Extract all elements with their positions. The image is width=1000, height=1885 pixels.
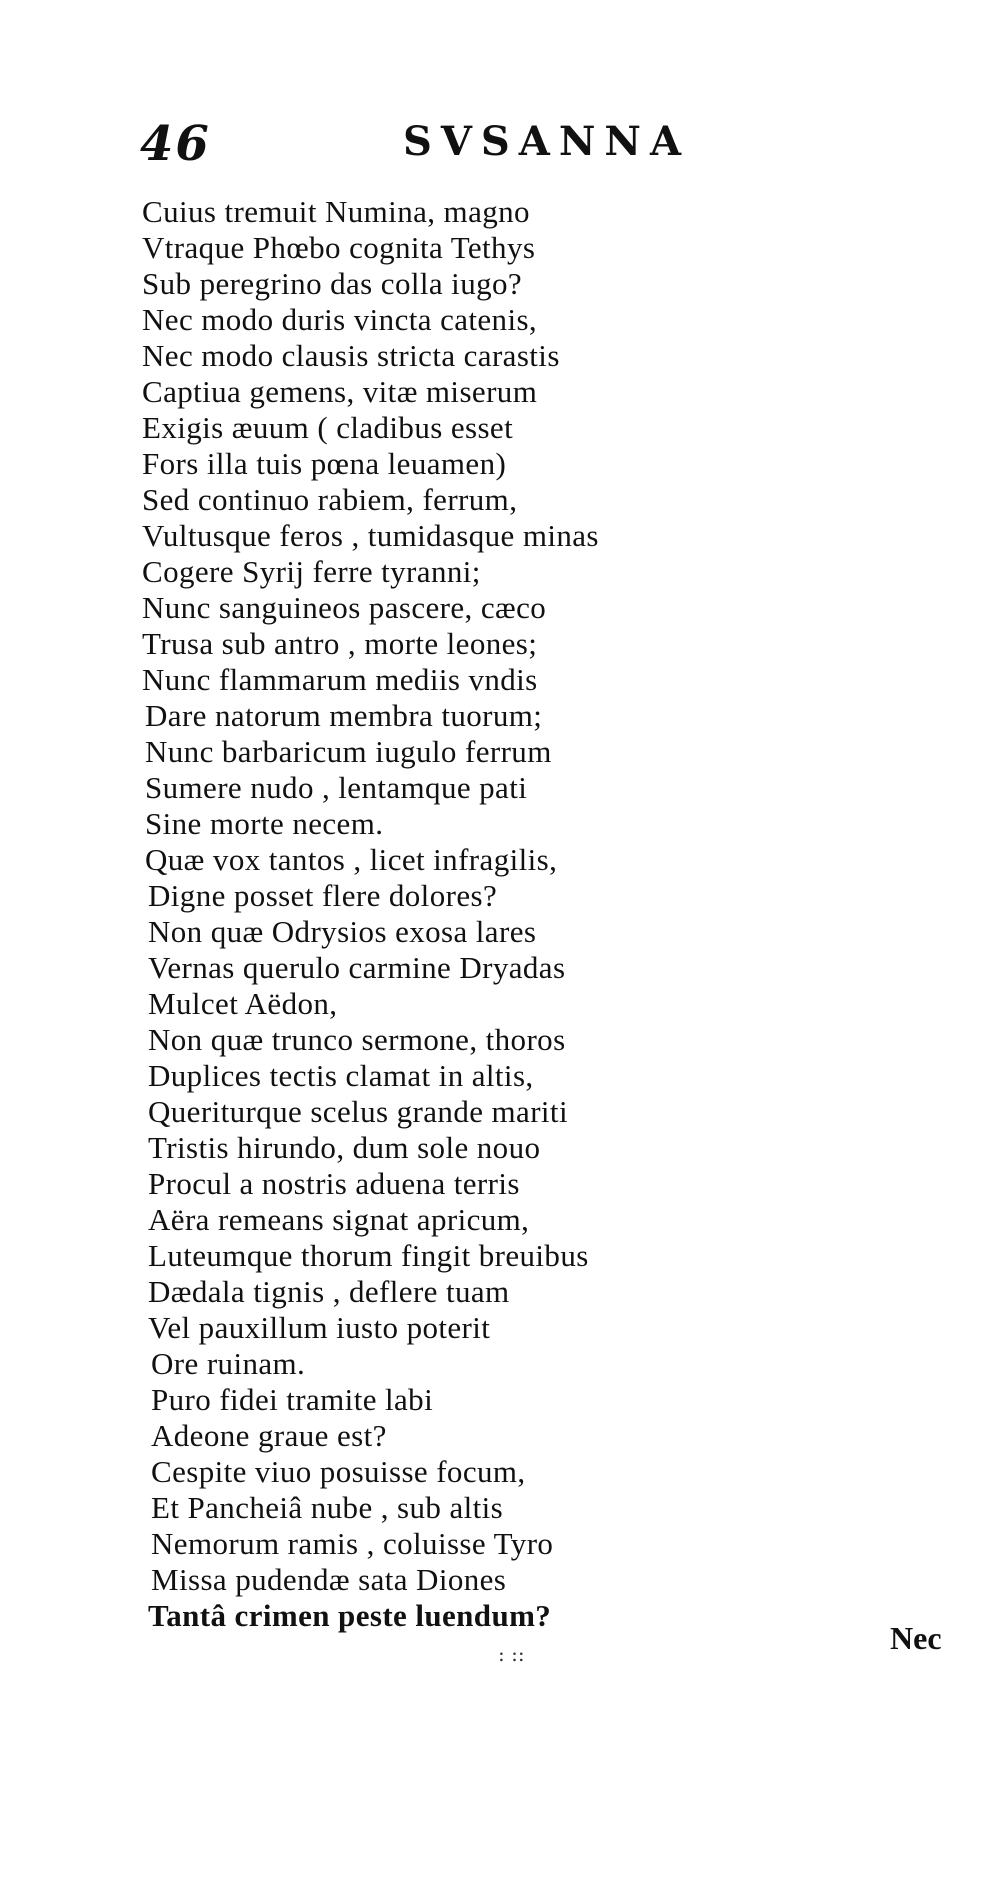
verse-line: Dædala tignis , deflere tuam bbox=[148, 1274, 510, 1309]
verse-line: Sine morte necem. bbox=[145, 806, 384, 841]
verse-line: Vernas querulo carmine Dryadas bbox=[148, 950, 566, 985]
verse-line: Sub peregrino das colla iugo? bbox=[142, 266, 523, 301]
verse-line: Quæ vox tantos , licet infragilis, bbox=[145, 842, 558, 877]
running-head: SVSANNA bbox=[403, 118, 691, 165]
verse-line: Vel pauxillum iusto poterit bbox=[148, 1310, 491, 1345]
verse-line: Exigis æuum ( cladibus esset bbox=[142, 410, 514, 445]
verse-line: Duplices tectis clamat in altis, bbox=[148, 1058, 534, 1093]
verse-line: Dare natorum membra tuorum; bbox=[145, 698, 543, 733]
verse-line: Trusa sub antro , morte leones; bbox=[142, 626, 538, 661]
verse-line: Non quæ trunco sermone, thoros bbox=[148, 1022, 566, 1057]
verse-line: Tantâ crimen peste luendum? bbox=[148, 1598, 552, 1633]
verse-line: Captiua gemens, vitæ miserum bbox=[142, 374, 538, 409]
verse-line: Digne posset flere dolores? bbox=[148, 878, 498, 913]
verse-line: Tristis hirundo, dum sole nouo bbox=[148, 1130, 541, 1165]
verse-line: Cespite viuo posuisse focum, bbox=[151, 1454, 526, 1489]
verse-line: Cogere Syrij ferre tyranni; bbox=[142, 554, 481, 589]
verse-line: Luteumque thorum fingit breuibus bbox=[148, 1238, 589, 1273]
verse-line: Vtraque Phœbo cognita Tethys bbox=[142, 230, 536, 265]
verse-line: Adeone graue est? bbox=[151, 1418, 387, 1453]
verse-line: Queriturque scelus grande mariti bbox=[148, 1094, 568, 1129]
verse-line: Mulcet Aëdon, bbox=[148, 986, 338, 1021]
verse-line: Et Pancheiâ nube , sub altis bbox=[151, 1490, 504, 1525]
verse-line: Fors illa tuis pœna leuamen) bbox=[142, 446, 507, 481]
verse-line: Procul a nostris aduena terris bbox=[148, 1166, 520, 1201]
verse-line: Nec modo clausis stricta carastis bbox=[142, 338, 560, 373]
verse-line: Nunc barbaricum iugulo ferrum bbox=[145, 734, 552, 769]
verse-line: Ore ruinam. bbox=[151, 1346, 306, 1381]
verse-line: Cuius tremuit Numina, magno bbox=[142, 194, 530, 229]
verse-line: Sumere nudo , lentamque pati bbox=[145, 770, 528, 805]
verse-line: Puro fidei tramite labi bbox=[151, 1382, 434, 1417]
signature-mark: : :: bbox=[498, 1642, 525, 1666]
catchword: Nec bbox=[890, 1620, 942, 1656]
verse-line: Aëra remeans signat apricum, bbox=[148, 1202, 530, 1237]
verse-line: Non quæ Odrysios exosa lares bbox=[148, 914, 537, 949]
verse-line: Nemorum ramis , coluisse Tyro bbox=[151, 1526, 554, 1561]
verse-line: Nec modo duris vincta catenis, bbox=[142, 302, 538, 337]
page-number: 46 bbox=[140, 116, 211, 172]
verse-line: Nunc flammarum mediis vndis bbox=[142, 662, 538, 697]
verse-line: Vultusque feros , tumidasque minas bbox=[142, 518, 599, 553]
verse-line: Missa pudendæ sata Diones bbox=[151, 1562, 507, 1597]
verse-line: Sed continuo rabiem, ferrum, bbox=[142, 482, 518, 517]
verse-block bbox=[142, 194, 762, 1634]
verse-line: Nunc sanguineos pascere, cæco bbox=[142, 590, 547, 625]
